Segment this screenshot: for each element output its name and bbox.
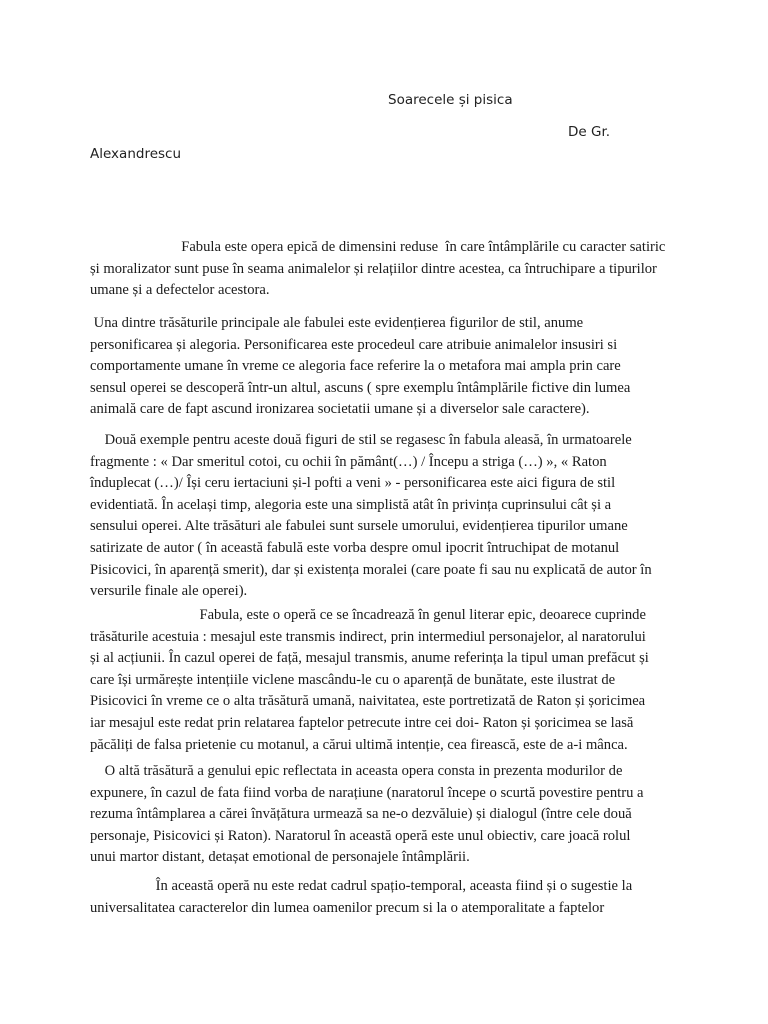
text-line: personificarea și alegoria. Personificarea este procedeul care atribuie animalelor insusiri si	[90, 336, 618, 353]
text-line: În această operă nu este redat cadrul spațio-temporal, aceasta fiind și o sugestie la	[90, 878, 633, 894]
text-line: comportamente umane în vreme ce alegoria face referire la o metafora mai ampla prin care	[90, 358, 621, 375]
text-line: satirizate de autor ( în această fabulă este vorba despre omul ipocrit întruchipat de motanul	[90, 539, 620, 556]
paragraph-intro	[90, 237, 682, 302]
text-line: Pisicovici, în aparență smerit), dar și existența moralei (care poate fi sau nu explicată de autor în	[90, 561, 652, 578]
text-line: Pisicovici în vreme ce o alta trăsătură umană, naivitatea, este portretizată de Raton și șoricimea	[90, 693, 646, 710]
text-line: păcăliți de falsa prietenie cu motanul, a cărui ultimă intenție, cea firească, este de a-i mânca.	[90, 736, 628, 753]
text-line: sensul operei se descoperă într-un altul, ascuns ( spre exemplu întâmplările fictive din lumea	[90, 379, 631, 396]
text-line: animală care de fapt ascund ironizarea societatii umane și a diverselor sale caractere).	[90, 401, 590, 418]
text-line: care își urmărește intențiile viclene mascându-le cu o aparență de bunătate, este ilustrat de	[90, 671, 616, 688]
paragraph-examples	[90, 430, 682, 603]
text-line: și moralizator sunt puse în seama animalelor și relațiilor dintre acestea, ca întruchipare a tipurilor	[90, 260, 657, 277]
text-line: universalitatea caracterelor din lumea oamenilor precum si la o atemporalitate a faptelor	[90, 899, 605, 916]
text-line: trăsăturile acestuia : mesajul este transmis indirect, prin intermediul personajelor, al naratorului	[90, 628, 646, 645]
text-line: fragmente : « Dar smeritul cotoi, cu ochii în pământ(…) / Începu a striga (…) », « Raton	[90, 453, 607, 470]
text-line: înduplecat (…)/ Își ceru iertaciuni și-l pofti a veni » - personificarea este aici figura de stil	[90, 475, 616, 492]
text-line: Fabula, este o operă ce se încadrează în genul literar epic, deoarece cuprinde	[90, 607, 646, 623]
paragraph-epic-genre	[90, 605, 682, 756]
text-line: O altă trăsătură a genului epic reflectata in aceasta opera consta in prezenta modurilor de	[90, 763, 623, 779]
text-line: versurile finale ale operei).	[90, 583, 248, 600]
text-line: iar mesajul este redat prin relatarea faptelor petrecute intre cei doi- Raton și șoricimea se lasă	[90, 714, 634, 731]
text-line: expunere, în cazul de fata fiind vorba de narațiune (naratorul începe o scurtă povestire pentru a	[90, 784, 644, 801]
text-line: Două exemple pentru aceste două figuri de stil se regasesc în fabula aleasă, în urmatoarele	[90, 432, 632, 448]
text-line: Fabula este opera epică de dimensini reduse în care întâmplările cu caracter satiric	[90, 239, 666, 255]
paragraph-setting	[90, 876, 682, 919]
author-line-1: De Gr.	[568, 124, 611, 140]
text-line: rezuma întâmplarea a cărei învățătura urmează sa ne-o dezvăluie) și dialogul (între cele două	[90, 806, 632, 823]
text-line: evidentiată. În același timp, alegoria este una simplistă atât în privința cuprinsului cât și a	[90, 496, 612, 513]
text-line: personaje, Pisicovici și Raton). Naratorul în această operă este unul obiectiv, care joacă rolul	[90, 827, 631, 844]
text-line: unui martor distant, detașat emotional de personajele întâmplării.	[90, 849, 470, 866]
text-line: Una dintre trăsăturile principale ale fabulei este evidențierea figurilor de stil, anume	[90, 315, 584, 331]
author-line-2: Alexandrescu	[90, 146, 182, 162]
text-line: umane și a defectelor acestora.	[90, 282, 270, 299]
text-line: și al acțiunii. În cazul operei de față, mesajul transmis, anume referința la tipul uman prefăcut și	[90, 650, 649, 667]
paragraph-figures	[90, 313, 682, 421]
paragraph-narration	[90, 761, 682, 869]
document-title: Soarecele și pisica	[388, 92, 513, 108]
text-line: sensului operei. Alte trăsături ale fabulei sunt sursele umorului, evidențierea tipurilor umane	[90, 518, 628, 535]
